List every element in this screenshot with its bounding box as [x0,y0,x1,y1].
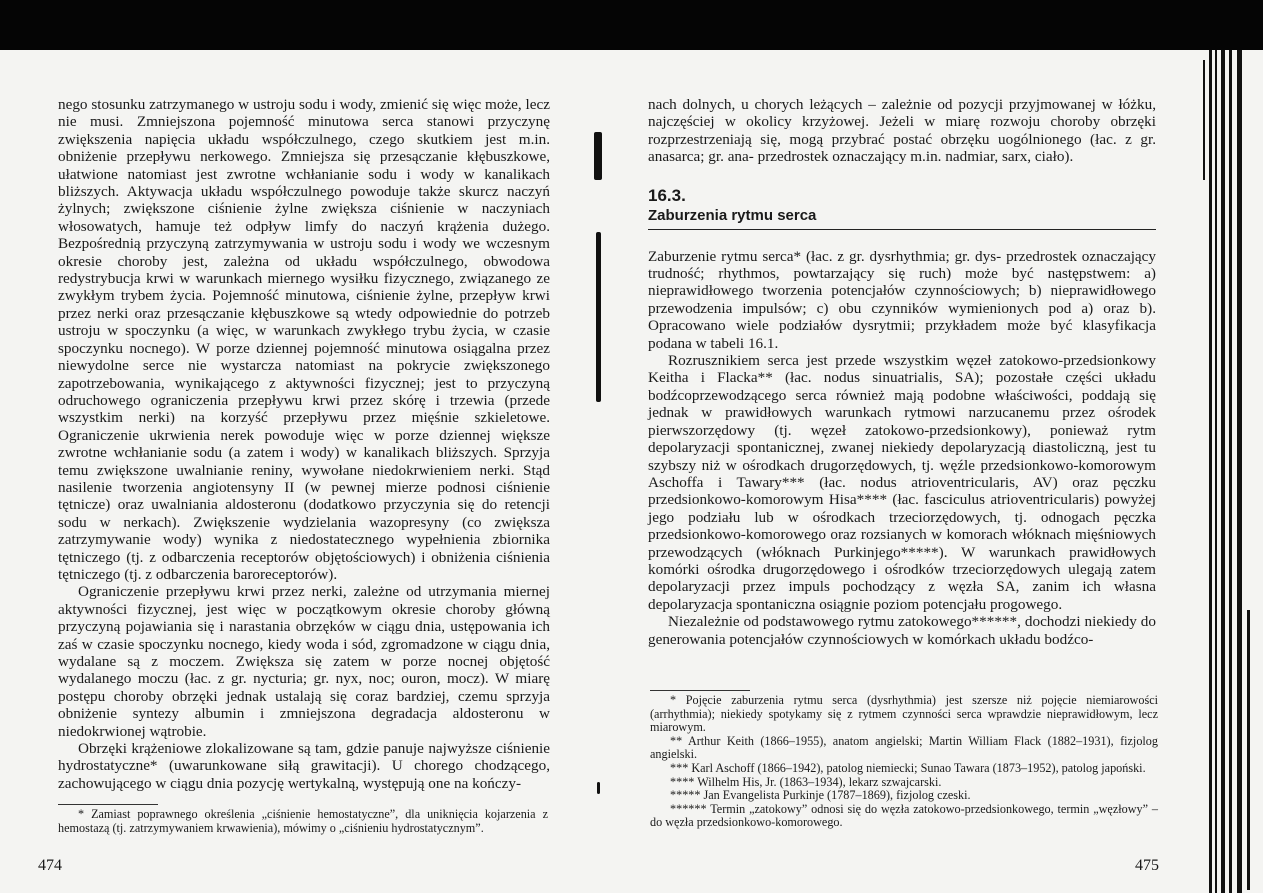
paragraph: Obrzęki krążeniowe zlokalizowane są tam, gdzie panuje najwyższe ciśnienie hydrostatyczne* (uwarunkowane siłą grawitacji). U chorego chodzącego, zachowującego w ciągu dnia pozycję wertykalną, występują one na kończy- [58,740,550,792]
footnote: ***** Jan Evangelista Purkinje (1787–1869), fizjolog czeski. [670,788,971,803]
footnote: * Zamiast poprawnego określenia „ciśnienie hemostatyczne”, dla uniknięcia kojarzenia z hemostazą (tj. zatrzymywaniem krwawienia), mówimy o „ciśnieniu hydrostatycznym”. [58,807,548,835]
footnote: *** Karl Aschoff (1866–1942), patolog niemiecki; Sunao Tawara (1873–1952), patolog japoński. [670,760,1146,775]
footnote-rule [58,804,158,805]
footnote: **** Wilhelm His, Jr. (1863–1934), lekarz szwajcarski. [670,774,942,789]
paragraph: Niezależnie od podstawowego rytmu zatokowego******, dochodzi niekiedy do generowania potencjałów czynnościowych w komórkach układu bodźco- [648,613,1156,648]
paragraph: Rozrusznikiem serca jest przede wszystkim węzeł zatokowo-przedsionkowy Keitha i Flacka** (łac. nodus sinuatrialis, SA); pozostałe części układu bodźcoprzewodzącego serca również mają podobne właściwości, poddają się jednak w prawidłowych warunkach rytmowi narzucanemu przez ośrodek pierwszorzędowy (tj. węzeł zatokowo-przedsionkowy), ponieważ rytm depolaryzacji spontanicznej, zwanej niekiedy depolaryzacją diastoliczną, jest tu szybszy niż w ośrodkach drugorzędowych, tj. węźle przedsionkowo-komorowym Aschoffa i Tawary*** (łac. nodus atrioventricularis, AV) oraz pęczku przedsionkowo-komorowym Hisa**** (łac. fasciculus atrioventricularis) powyżej jego podziału lub w ośrodkach trzeciorzędowych, tj. odnogach pęczka przedsionkowo-komorowego oraz rozsianych w komorach włóknach mięśniowych przewodzących (włóknach Purkinjego*****). W warunkach prawidłowych komórki ośrodka drugorzędowego i ośrodków trzeciorzędowych ulegają zatem depolaryzacji przez impuls pochodzący z węzła SA, zanim ich własna depolaryzacja spontaniczna osiągnie poziom potencjału progowego. [648,352,1156,613]
left-footnotes [58,808,548,835]
right-page-body [648,96,1156,648]
page-number: 474 [38,857,62,874]
footnote: ** Arthur Keith (1866–1955), anatom angielski; Martin William Flack (1882–1931), fizjolog angielski. [650,733,1158,762]
page-number: 475 [1135,857,1159,874]
paragraph: Zaburzenie rytmu serca* (łac. z gr. dysrhythmia; gr. dys- przedrostek oznaczający trudność; rhythmos, powtarzający się ruch) może być następstwem: a) nieprawidłowego tworzenia potencjałów czynnościowych; b) nieprawidłowego przewodzenia impulsów; c) obu czynników wymienionych pod a) oraz b). Opracowano wiele podziałów dysrytmii; przykładem może być klasyfikacja podana w tabeli 16.1. [648,247,1156,352]
section-title: Zaburzenia rytmu serca [648,206,1156,230]
paragraph: Ograniczenie przepływu krwi przez nerki, zależne od utrzymania miernej aktywności fizycznej, jest więc w początkowym okresie choroby główną przyczyną pojawiania się i narastania obrzęków w ciągu dnia, ustępowania ich zaś w czasie spoczynku nocnego, kiedy woda i sód, zgromadzone w ciągu dnia, wydalane są z moczem. Zwiększa się zatem w porze nocnej objętość wydalanego moczu (łac. z gr. nycturia; gr. nyx, noc; ouron, mocz). W miarę postępu choroby obrzęki jednak ustalają się coraz bardziej, czemu sprzyja obniżenie syntezy albumin i zmniejszona degradacja aldosteronu w niedokrwionej wątrobie. [58,583,550,740]
left-page-body [58,96,550,792]
paragraph: nego stosunku zatrzymanego w ustroju sodu i wody, zmienić się więc może, lecz nie musi. Zmniejszona pojemność minutowa serca stanowi przyczynę zwiększenia napięcia układu współczulnego, czego skutkiem jest m.in. obniżenie przepływu nerkowego. Zmniejsza się przesączanie kłębuszkowe, ułatwione natomiast jest zwrotne wchłanianie sodu i wody w kanalikach bliższych. Aktywacja układu współczulnego powoduje także skurcz naczyń żylnych; zwiększone ciśnienie żylne zwiększa ciśnienie w naczyniach włosowatych, hamuje też odpływ limfy do naczyń krążenia dużego. Bezpośrednią przyczyną zatrzymywania w ustroju sodu i wody we wczesnym okresie choroby jest, zależna od układu współczulnego, obwodowa redystrybucja krwi w warunkach miernego wysiłku fizycznego, związanego ze zwykłym trybem życia. Pojemność minutowa, ciśnienie żylne, przepływ krwi przez nerki oraz przesączanie kłębuszkowe są wtedy odpowiednie do potrzeb ustroju w spoczynku (a więc, w warunkach zwykłego trybu życia, w czasie spoczynku nocnego). W porze dziennej pojemność minutowa osiągalna przez niewydolne serce nie wystarcza natomiast na pokrycie zwiększonego zapotrzebowania, wynikającego z aktywności fizycznej; jest to przyczyną odruchowego ograniczenia przepływu krwi przez skórę i trzewia (przede wszystkim nerki) na korzyść przepływu przez mięśnie szkieletowe. Ograniczenie ukrwienia nerek powoduje więc w porze dziennej większe zwrotne wchłanianie sodu (a zatem i wody) w kanalikach bliższych. Sprzyja temu zwiększone uwalnianie reniny, wywołane niedokrwieniem nerki. Stąd nasilenie tworzenia angiotensyny II (w pewnej mierze podnosi ciśnienie tętnicze) oraz uwalniania aldosteronu (dodatkowo przyczynia się do retencji sodu w nerkach). Zwiększenie wydzielania wazopresyny (co zwiększa zatrzymywanie wody) wynika z niedostatecznego wypełnienia zbiornika tętniczego (tj. z odbarczenia receptorów objętościowych) i obniżenia ciśnienia tętniczego (tj. z odbarczenia baroreceptorów). [58,96,550,583]
gutter-shadow-mark [597,782,600,794]
footnote: ****** Termin „zatokowy” odnosi się do węzła zatokowo-przedsionkowego, termin „węzłowy” – do węzła przedsionkowo-komorowego. [650,801,1158,830]
scan-top-shadow [0,0,1263,50]
paragraph: nach dolnych, u chorych leżących – zależnie od pozycji przyjmowanej w łóżku, najczęściej w okolicy krzyżowej. Jeżeli w miarę rozwoju choroby obrzęki rozprzestrzeniają się, mogą przybrać postać obrzęku uogólnionego (łac. z gr. anasarca; gr. ana- przedrostek oznaczający m.in. nadmiar, sarx, ciało). [648,96,1156,166]
gutter-shadow-mark [596,232,601,402]
footnote: * Pojęcie zaburzenia rytmu serca (dysrhythmia) jest szersze niż pojęcie niemiarowości (arrhythmia); niekiedy spotykamy się z rytmem czynności serca wprawdzie nieprawidłowym, lecz miarowym. [650,693,1158,735]
gutter-shadow-mark [594,132,602,180]
footnote-rule [650,690,750,691]
right-footnotes [650,694,1158,830]
page-edge-stack [1201,50,1263,893]
section-number: 16.3. [648,185,686,205]
